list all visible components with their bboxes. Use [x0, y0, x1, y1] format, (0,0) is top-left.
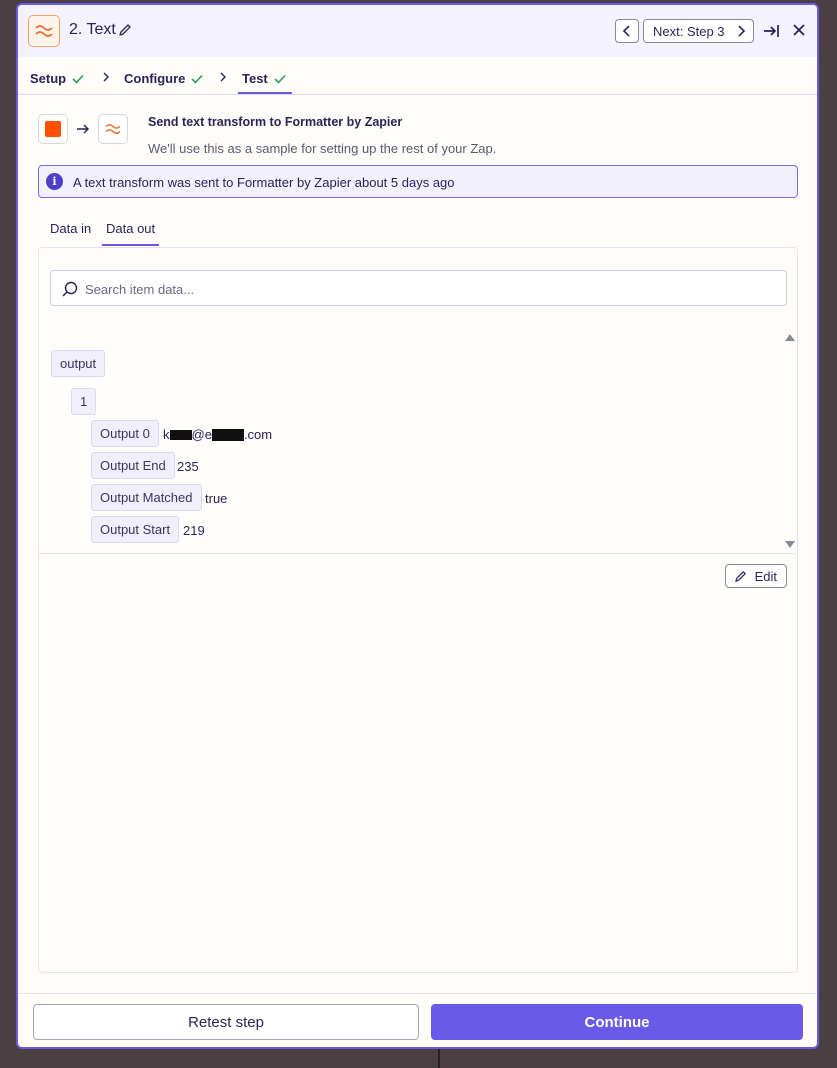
tab-data-in[interactable]: Data in	[50, 221, 92, 236]
output-0-value-mid: @e	[191, 427, 212, 442]
step-tabs	[18, 57, 817, 95]
tab-data-out[interactable]: Data out	[106, 221, 156, 236]
tab-setup[interactable]	[30, 71, 84, 86]
close-icon[interactable]	[792, 23, 806, 37]
formatter-app-icon	[98, 114, 128, 144]
redacted-block	[170, 430, 192, 440]
tree-value-output-end: 235	[177, 459, 199, 474]
tree-key-output[interactable]: output	[51, 350, 105, 377]
redacted-block	[212, 429, 244, 441]
trigger-app-icon	[38, 114, 68, 144]
search-box	[50, 270, 787, 306]
tree-key-output-matched[interactable]: Output Matched	[91, 484, 202, 511]
panel-header	[18, 5, 817, 57]
tree-key-output-end[interactable]: Output End	[91, 452, 175, 479]
output-0-value-prefix: k	[163, 427, 170, 442]
tab-test-label: Test	[242, 71, 268, 86]
continue-button[interactable]: Continue	[431, 1004, 803, 1040]
panel-footer	[18, 993, 817, 1049]
step-panel	[16, 3, 819, 1049]
tree-key-index[interactable]: 1	[71, 388, 96, 415]
arrow-right-icon	[76, 122, 90, 136]
check-icon	[274, 74, 286, 84]
divider	[39, 553, 797, 554]
scroll-down-arrow[interactable]	[784, 540, 796, 550]
step-title[interactable]: 2. Text	[69, 21, 116, 38]
summary-title: Send text transform to Formatter by Zapier	[148, 115, 403, 129]
retest-step-button[interactable]: Retest step	[33, 1004, 419, 1040]
search-icon	[61, 280, 79, 298]
chevron-right-icon	[737, 25, 745, 37]
active-data-tab-indicator	[102, 244, 159, 246]
tab-setup-label: Setup	[30, 71, 67, 86]
output-0-value-suffix: .com	[243, 427, 273, 442]
tree-key-output-0[interactable]: Output 0	[91, 420, 159, 447]
tab-configure-label: Configure	[124, 71, 186, 86]
summary-subtitle: We'll use this as a sample for setting up the rest of your Zap.	[148, 141, 497, 156]
previous-step-button[interactable]	[615, 19, 639, 43]
tab-test[interactable]	[242, 71, 286, 86]
tree-value-output-0	[163, 427, 272, 442]
expand-panel-icon[interactable]	[762, 22, 780, 40]
tree-value-output-start: 219	[183, 523, 205, 538]
info-banner-text: A text transform was sent to Formatter by Zapier about 5 days ago	[73, 175, 455, 190]
chevron-right-icon	[219, 72, 227, 82]
pencil-icon[interactable]	[118, 23, 132, 37]
edit-button-label: Edit	[754, 568, 777, 584]
next-step-button[interactable]	[643, 19, 754, 43]
check-icon	[191, 74, 203, 84]
chevron-right-icon	[102, 72, 110, 82]
check-icon	[72, 74, 84, 84]
tree-key-output-start[interactable]: Output Start	[91, 516, 179, 543]
pencil-icon	[734, 570, 747, 583]
data-out-panel	[38, 247, 798, 973]
scroll-up-arrow[interactable]	[784, 332, 796, 342]
info-banner	[38, 165, 798, 198]
edit-button[interactable]	[725, 564, 787, 588]
formatter-app-icon	[28, 15, 60, 47]
info-icon: i	[46, 173, 63, 190]
chevron-left-icon	[623, 25, 631, 37]
tab-configure[interactable]	[124, 71, 203, 86]
active-tab-indicator	[238, 92, 292, 94]
next-step-label: Next: Step 3	[653, 23, 725, 39]
search-input[interactable]	[85, 279, 765, 299]
tree-value-output-matched: true	[205, 491, 228, 506]
zap-connector-line	[438, 1046, 440, 1068]
